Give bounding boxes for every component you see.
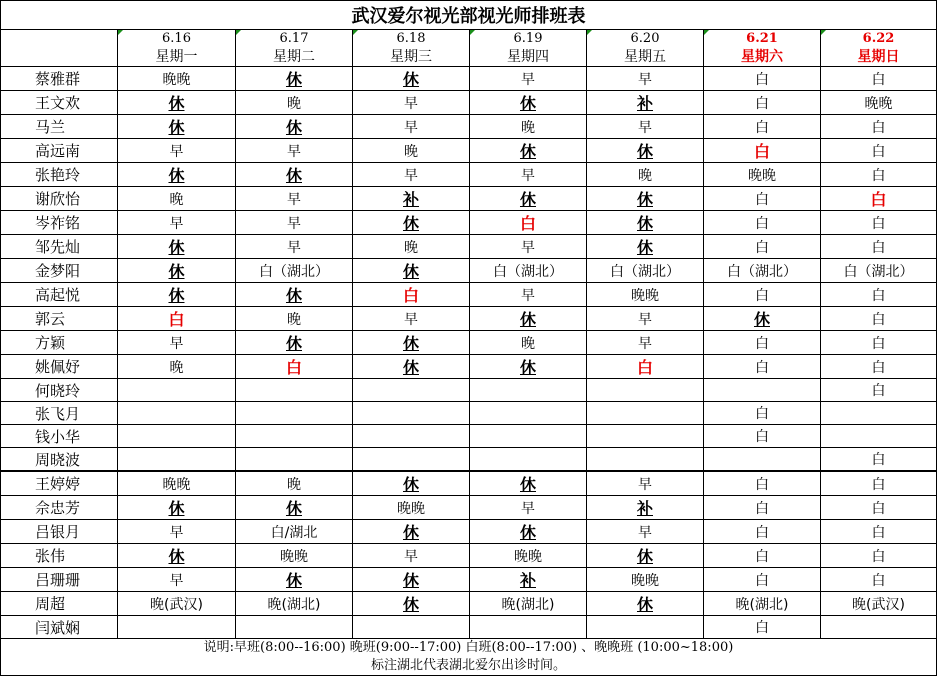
- shift-cell[interactable]: [236, 379, 353, 402]
- shift-cell[interactable]: 白: [821, 379, 937, 402]
- shift-cell[interactable]: [821, 402, 937, 425]
- shift-cell[interactable]: 白（湖北）: [236, 259, 353, 283]
- staff-name[interactable]: 邹先灿: [1, 235, 118, 259]
- shift-cell[interactable]: 休: [587, 544, 704, 568]
- cell-marker-icon: [353, 30, 358, 35]
- staff-name[interactable]: 谢欣怡: [1, 187, 118, 211]
- shift-cell[interactable]: 早: [118, 568, 236, 592]
- corner-cell[interactable]: [1, 30, 118, 47]
- weekday-header-3[interactable]: 星期四: [470, 46, 587, 67]
- date-header-row: [1, 30, 937, 47]
- shift-cell[interactable]: 休: [353, 520, 470, 544]
- staff-name[interactable]: 钱小华: [1, 425, 118, 448]
- shift-cell[interactable]: 休: [353, 471, 470, 496]
- shift-cell[interactable]: 晚晚: [821, 91, 937, 115]
- weekday-header-6[interactable]: 星期日: [821, 46, 937, 67]
- shift-cell[interactable]: 白（湖北）: [587, 259, 704, 283]
- shift-cell[interactable]: 白: [704, 187, 821, 211]
- shift-cell[interactable]: [470, 402, 587, 425]
- shift-cell[interactable]: 白（湖北）: [821, 259, 937, 283]
- shift-cell[interactable]: 休: [470, 471, 587, 496]
- shift-cell[interactable]: 晚晚: [470, 544, 587, 568]
- shift-cell[interactable]: [118, 379, 236, 402]
- shift-cell[interactable]: 休: [236, 163, 353, 187]
- staff-name[interactable]: 吕银月: [1, 520, 118, 544]
- shift-cell[interactable]: [353, 379, 470, 402]
- shift-cell[interactable]: 白: [704, 520, 821, 544]
- staff-name[interactable]: 何晓玲: [1, 379, 118, 402]
- staff-row: [1, 496, 937, 520]
- shift-cell[interactable]: 晚(武汉): [118, 592, 236, 616]
- shift-cell[interactable]: 白: [704, 211, 821, 235]
- date-label: 6.16: [162, 31, 191, 46]
- shift-cell[interactable]: 休: [470, 187, 587, 211]
- shift-cell[interactable]: 白: [587, 355, 704, 379]
- shift-cell[interactable]: [704, 379, 821, 402]
- shift-cell[interactable]: [118, 448, 236, 472]
- date-header-4[interactable]: [587, 30, 704, 47]
- shift-cell[interactable]: 晚晚: [704, 163, 821, 187]
- shift-cell[interactable]: 晚(湖北): [236, 592, 353, 616]
- shift-cell[interactable]: 休: [587, 235, 704, 259]
- staff-name[interactable]: 郭云: [1, 307, 118, 331]
- staff-name[interactable]: 高起悦: [1, 283, 118, 307]
- shift-cell[interactable]: 早: [470, 283, 587, 307]
- staff-name[interactable]: 高远南: [1, 139, 118, 163]
- shift-cell[interactable]: 白: [821, 307, 937, 331]
- shift-cell[interactable]: 白: [821, 211, 937, 235]
- shift-cell[interactable]: 白: [704, 283, 821, 307]
- shift-cell[interactable]: 白: [821, 67, 937, 91]
- shift-cell[interactable]: [470, 379, 587, 402]
- staff-row: [1, 425, 937, 448]
- shift-cell[interactable]: 休: [587, 139, 704, 163]
- shift-cell[interactable]: [587, 379, 704, 402]
- shift-cell[interactable]: 休: [353, 211, 470, 235]
- shift-cell[interactable]: 白: [704, 235, 821, 259]
- shift-notes[interactable]: [1, 639, 937, 676]
- cell-marker-icon: [821, 30, 826, 35]
- shift-cell[interactable]: 早: [236, 139, 353, 163]
- staff-name[interactable]: 周超: [1, 592, 118, 616]
- shift-cell[interactable]: 早: [587, 115, 704, 139]
- cell-marker-icon: [587, 30, 592, 35]
- date-header-3[interactable]: [470, 30, 587, 47]
- staff-row: [1, 91, 937, 115]
- staff-row: [1, 259, 937, 283]
- notes-line-2: 标注湖北代表湖北爱尔出诊时间。: [370, 658, 566, 673]
- shift-cell[interactable]: 早: [236, 235, 353, 259]
- shift-cell[interactable]: 休: [236, 496, 353, 520]
- shift-cell[interactable]: 晚(武汉): [821, 592, 937, 616]
- staff-name[interactable]: 金梦阳: [1, 259, 118, 283]
- shift-cell[interactable]: 早: [118, 139, 236, 163]
- sheet-title[interactable]: 武汉爱尔视光部视光师排班表: [1, 1, 937, 30]
- staff-row: [1, 67, 937, 91]
- shift-cell[interactable]: 白（湖北）: [704, 259, 821, 283]
- weekday-header-0[interactable]: 星期一: [118, 46, 236, 67]
- shift-cell[interactable]: 白: [704, 568, 821, 592]
- shift-cell[interactable]: 休: [118, 235, 236, 259]
- shift-cell[interactable]: 休: [470, 520, 587, 544]
- staff-row: [1, 379, 937, 402]
- shift-cell[interactable]: 晚晚: [587, 568, 704, 592]
- shift-cell[interactable]: 白: [821, 355, 937, 379]
- staff-row: [1, 331, 937, 355]
- shift-cell[interactable]: 晚晚: [118, 471, 236, 496]
- shift-cell[interactable]: 休: [118, 91, 236, 115]
- shift-cell[interactable]: 早: [587, 331, 704, 355]
- shift-cell[interactable]: [470, 448, 587, 472]
- cell-marker-icon: [470, 30, 475, 35]
- shift-cell[interactable]: 晚: [587, 163, 704, 187]
- shift-cell[interactable]: 早: [353, 544, 470, 568]
- shift-cell[interactable]: 晚(湖北): [470, 592, 587, 616]
- shift-cell[interactable]: 白: [821, 283, 937, 307]
- staff-name[interactable]: 王婷婷: [1, 471, 118, 496]
- shift-cell[interactable]: 休: [587, 592, 704, 616]
- weekday-header-2[interactable]: 星期三: [353, 46, 470, 67]
- date-header-5[interactable]: [704, 30, 821, 47]
- shift-cell[interactable]: 休: [118, 115, 236, 139]
- shift-cell[interactable]: 白: [704, 496, 821, 520]
- staff-name[interactable]: 岑祚铭: [1, 211, 118, 235]
- notes-row: [1, 639, 937, 676]
- shift-cell[interactable]: 休: [353, 592, 470, 616]
- shift-cell[interactable]: 休: [587, 211, 704, 235]
- date-header-6[interactable]: [821, 30, 937, 47]
- shift-cell[interactable]: 白: [704, 115, 821, 139]
- shift-cell[interactable]: 白: [704, 355, 821, 379]
- cell-marker-icon: [704, 30, 709, 35]
- staff-row: [1, 283, 937, 307]
- staff-row: [1, 139, 937, 163]
- shift-cell[interactable]: 休: [236, 115, 353, 139]
- staff-row: [1, 592, 937, 616]
- shift-cell[interactable]: [821, 616, 937, 639]
- staff-row: [1, 235, 937, 259]
- shift-cell[interactable]: [236, 425, 353, 448]
- shift-cell[interactable]: 白: [821, 568, 937, 592]
- date-label: 6.17: [279, 31, 309, 46]
- shift-cell[interactable]: 休: [704, 307, 821, 331]
- shift-cell[interactable]: 白: [821, 331, 937, 355]
- shift-cell[interactable]: 早: [587, 471, 704, 496]
- staff-row: [1, 307, 937, 331]
- shift-cell[interactable]: 晚: [118, 355, 236, 379]
- shift-cell[interactable]: 白（湖北）: [470, 259, 587, 283]
- shift-cell[interactable]: 白: [704, 67, 821, 91]
- shift-cell[interactable]: 白: [821, 187, 937, 211]
- shift-cell[interactable]: 早: [236, 211, 353, 235]
- shift-cell[interactable]: 晚: [470, 115, 587, 139]
- date-header-2[interactable]: [353, 30, 470, 47]
- shift-cell[interactable]: 休: [236, 331, 353, 355]
- shift-cell[interactable]: 补: [587, 496, 704, 520]
- shift-cell[interactable]: 休: [353, 355, 470, 379]
- shift-cell[interactable]: [470, 425, 587, 448]
- weekday-header-4[interactable]: 星期五: [587, 46, 704, 67]
- staff-row: [1, 544, 937, 568]
- staff-name[interactable]: 周晓波: [1, 448, 118, 472]
- shift-cell[interactable]: 白: [353, 283, 470, 307]
- shift-cell[interactable]: 早: [587, 67, 704, 91]
- shift-cell[interactable]: 白: [704, 425, 821, 448]
- shift-cell[interactable]: 休: [353, 568, 470, 592]
- shift-cell[interactable]: 早: [470, 163, 587, 187]
- shift-cell[interactable]: [118, 616, 236, 639]
- shift-cell[interactable]: 白: [704, 471, 821, 496]
- weekday-header-row: [1, 46, 937, 67]
- shift-cell[interactable]: 休: [118, 496, 236, 520]
- shift-cell[interactable]: 白: [821, 139, 937, 163]
- shift-cell[interactable]: 早: [587, 520, 704, 544]
- shift-cell[interactable]: 早: [470, 235, 587, 259]
- shift-cell[interactable]: 白: [118, 307, 236, 331]
- staff-row: [1, 187, 937, 211]
- staff-row: [1, 355, 937, 379]
- shift-cell[interactable]: 白: [704, 402, 821, 425]
- shift-cell[interactable]: 白: [821, 520, 937, 544]
- shift-cell[interactable]: 白: [821, 235, 937, 259]
- shift-cell[interactable]: [704, 448, 821, 472]
- shift-cell[interactable]: 晚: [118, 187, 236, 211]
- shift-cell[interactable]: 补: [587, 91, 704, 115]
- cell-marker-icon: [236, 30, 241, 35]
- date-label: 6.22: [862, 31, 895, 46]
- shift-cell[interactable]: [587, 616, 704, 639]
- staff-name[interactable]: 张飞月: [1, 402, 118, 425]
- shift-cell[interactable]: 白: [704, 331, 821, 355]
- shift-cell[interactable]: 早: [470, 67, 587, 91]
- shift-cell[interactable]: [821, 425, 937, 448]
- shift-cell[interactable]: 白: [821, 544, 937, 568]
- shift-cell[interactable]: 白: [821, 163, 937, 187]
- shift-cell[interactable]: 晚(湖北): [704, 592, 821, 616]
- shift-cell[interactable]: 休: [353, 67, 470, 91]
- shift-cell[interactable]: 白: [821, 471, 937, 496]
- shift-cell[interactable]: 早: [118, 520, 236, 544]
- shift-cell[interactable]: 休: [353, 331, 470, 355]
- shift-cell[interactable]: [587, 425, 704, 448]
- staff-name[interactable]: 吕珊珊: [1, 568, 118, 592]
- shift-cell[interactable]: 晚晚: [353, 496, 470, 520]
- shift-cell[interactable]: 晚晚: [118, 67, 236, 91]
- staff-row: [1, 471, 937, 496]
- shift-cell[interactable]: 白: [704, 544, 821, 568]
- shift-cell[interactable]: 早: [587, 307, 704, 331]
- date-label: 6.19: [513, 31, 543, 46]
- shift-cell[interactable]: 休: [118, 259, 236, 283]
- staff-row: [1, 115, 937, 139]
- shift-cell[interactable]: [353, 616, 470, 639]
- shift-cell[interactable]: 休: [470, 91, 587, 115]
- staff-row: [1, 616, 937, 639]
- shift-cell[interactable]: 晚: [470, 331, 587, 355]
- shift-cell[interactable]: 白: [821, 496, 937, 520]
- shift-cell[interactable]: 休: [118, 283, 236, 307]
- staff-name[interactable]: 张艳玲: [1, 163, 118, 187]
- notes-line-1: 说明:早班(8:00--16:00) 晚班(9:00--17:00) 白班(8:00--17:00) 、晚晚班 (10:00~18:00): [203, 640, 734, 655]
- shift-cell[interactable]: 补: [470, 568, 587, 592]
- shift-cell[interactable]: [118, 425, 236, 448]
- date-header-1[interactable]: [236, 30, 353, 47]
- shift-cell[interactable]: 早: [353, 115, 470, 139]
- shift-cell[interactable]: [587, 402, 704, 425]
- shift-cell[interactable]: [353, 402, 470, 425]
- shift-cell[interactable]: 休: [470, 139, 587, 163]
- shift-cell[interactable]: 白: [704, 616, 821, 639]
- staff-name[interactable]: 闫斌娴: [1, 616, 118, 639]
- shift-cell[interactable]: [353, 448, 470, 472]
- shift-cell[interactable]: [118, 402, 236, 425]
- shift-cell[interactable]: 晚: [353, 139, 470, 163]
- shift-cell[interactable]: 早: [353, 91, 470, 115]
- shift-cell[interactable]: 补: [353, 187, 470, 211]
- shift-cell[interactable]: [353, 425, 470, 448]
- date-label: 6.18: [396, 31, 426, 46]
- staff-row: [1, 163, 937, 187]
- date-header-0[interactable]: [118, 30, 236, 47]
- shift-cell[interactable]: 早: [470, 496, 587, 520]
- staff-name[interactable]: 方颖: [1, 331, 118, 355]
- staff-name[interactable]: 王文欢: [1, 91, 118, 115]
- shift-cell[interactable]: 晚: [236, 307, 353, 331]
- shift-cell[interactable]: 早: [236, 187, 353, 211]
- shift-cell[interactable]: 晚晚: [236, 544, 353, 568]
- staff-name[interactable]: 姚佩妤: [1, 355, 118, 379]
- corner-cell[interactable]: [1, 46, 118, 67]
- shift-cell[interactable]: 晚: [236, 91, 353, 115]
- shift-cell[interactable]: 休: [470, 355, 587, 379]
- staff-name[interactable]: 张伟: [1, 544, 118, 568]
- staff-row: [1, 402, 937, 425]
- staff-row: [1, 211, 937, 235]
- shift-cell[interactable]: 休: [470, 307, 587, 331]
- shift-cell[interactable]: 白: [470, 211, 587, 235]
- staff-row: [1, 520, 937, 544]
- shift-cell[interactable]: 早: [118, 211, 236, 235]
- staff-name[interactable]: 马兰: [1, 115, 118, 139]
- shift-cell[interactable]: [470, 616, 587, 639]
- staff-row: [1, 568, 937, 592]
- shift-cell[interactable]: 休: [236, 568, 353, 592]
- date-label: 6.21: [746, 31, 778, 46]
- staff-row: [1, 448, 937, 472]
- shift-cell[interactable]: 早: [353, 163, 470, 187]
- weekday-header-1[interactable]: 星期二: [236, 46, 353, 67]
- staff-name[interactable]: 蔡雅群: [1, 67, 118, 91]
- shift-cell[interactable]: [236, 616, 353, 639]
- staff-name[interactable]: 佘忠芳: [1, 496, 118, 520]
- shift-cell[interactable]: 休: [118, 163, 236, 187]
- shift-cell[interactable]: 早: [118, 331, 236, 355]
- shift-cell[interactable]: [236, 448, 353, 472]
- shift-cell[interactable]: 晚晚: [587, 283, 704, 307]
- shift-cell[interactable]: 休: [353, 259, 470, 283]
- shift-cell[interactable]: 休: [118, 544, 236, 568]
- shift-cell[interactable]: 晚: [236, 471, 353, 496]
- shift-cell[interactable]: [587, 448, 704, 472]
- shift-cell[interactable]: [236, 402, 353, 425]
- shift-cell[interactable]: 休: [587, 187, 704, 211]
- shift-cell[interactable]: 休: [236, 283, 353, 307]
- shift-cell[interactable]: 晚: [353, 235, 470, 259]
- shift-cell[interactable]: 早: [353, 307, 470, 331]
- shift-cell[interactable]: 白: [236, 355, 353, 379]
- shift-cell[interactable]: 白: [821, 115, 937, 139]
- shift-cell[interactable]: 白: [704, 139, 821, 163]
- cell-marker-icon: [118, 30, 123, 35]
- shift-cell[interactable]: 白: [704, 91, 821, 115]
- weekday-header-5[interactable]: 星期六: [704, 46, 821, 67]
- shift-cell[interactable]: 白: [821, 448, 937, 472]
- date-label: 6.20: [630, 31, 660, 46]
- shift-cell[interactable]: 休: [236, 67, 353, 91]
- shift-cell[interactable]: 白/湖北: [236, 520, 353, 544]
- title-row: [1, 1, 937, 30]
